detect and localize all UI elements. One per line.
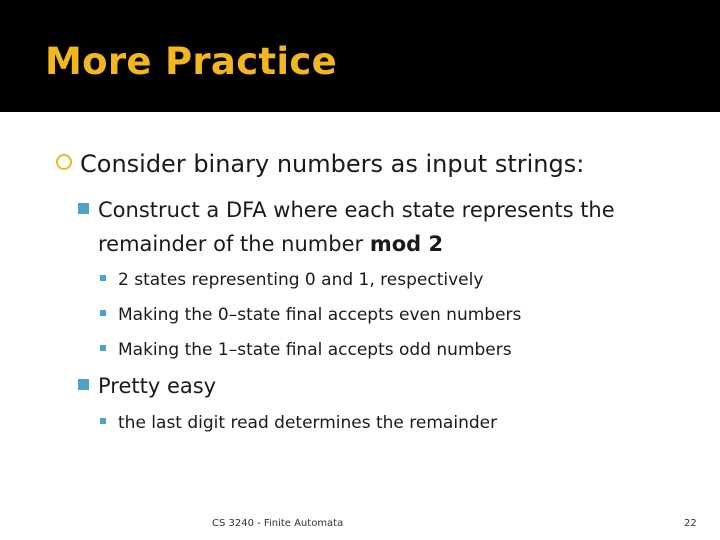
footer-course: CS 3240 - Finite Automata bbox=[212, 518, 344, 529]
bullet-text: Making the 1–state final accepts odd numbers bbox=[118, 340, 512, 360]
small-square-bullet-icon bbox=[100, 275, 106, 281]
square-bullet-icon bbox=[78, 379, 89, 390]
bullet-level3 bbox=[100, 305, 521, 325]
small-square-bullet-icon bbox=[100, 310, 106, 316]
slide-title: More Practice bbox=[45, 40, 338, 83]
bullet-text: Consider binary numbers as input strings: bbox=[80, 150, 585, 178]
square-bullet-icon bbox=[78, 203, 89, 214]
bullet-level3 bbox=[100, 340, 512, 360]
bullet-text: remainder of the number bbox=[98, 232, 370, 256]
circle-bullet-icon bbox=[56, 154, 72, 170]
bullet-level2-continuation bbox=[98, 232, 443, 256]
bullet-level3 bbox=[100, 413, 497, 433]
small-square-bullet-icon bbox=[100, 345, 106, 351]
bullet-text-bold: mod 2 bbox=[369, 232, 444, 256]
bullet-text: Pretty easy bbox=[98, 374, 217, 398]
bullet-text: Making the 0–state final accepts even numbers bbox=[118, 305, 522, 325]
bullet-level2 bbox=[78, 198, 615, 222]
bullet-text: 2 states representing 0 and 1, respectively bbox=[118, 270, 484, 290]
bullet-text: the last digit read determines the remainder bbox=[118, 413, 498, 433]
bullet-level1 bbox=[56, 150, 584, 178]
bullet-text: Construct a DFA where each state represents the bbox=[98, 198, 615, 222]
small-square-bullet-icon bbox=[100, 418, 106, 424]
bullet-level2 bbox=[78, 374, 216, 398]
bullet-level3 bbox=[100, 270, 483, 290]
footer-page-number: 22 bbox=[684, 518, 697, 529]
